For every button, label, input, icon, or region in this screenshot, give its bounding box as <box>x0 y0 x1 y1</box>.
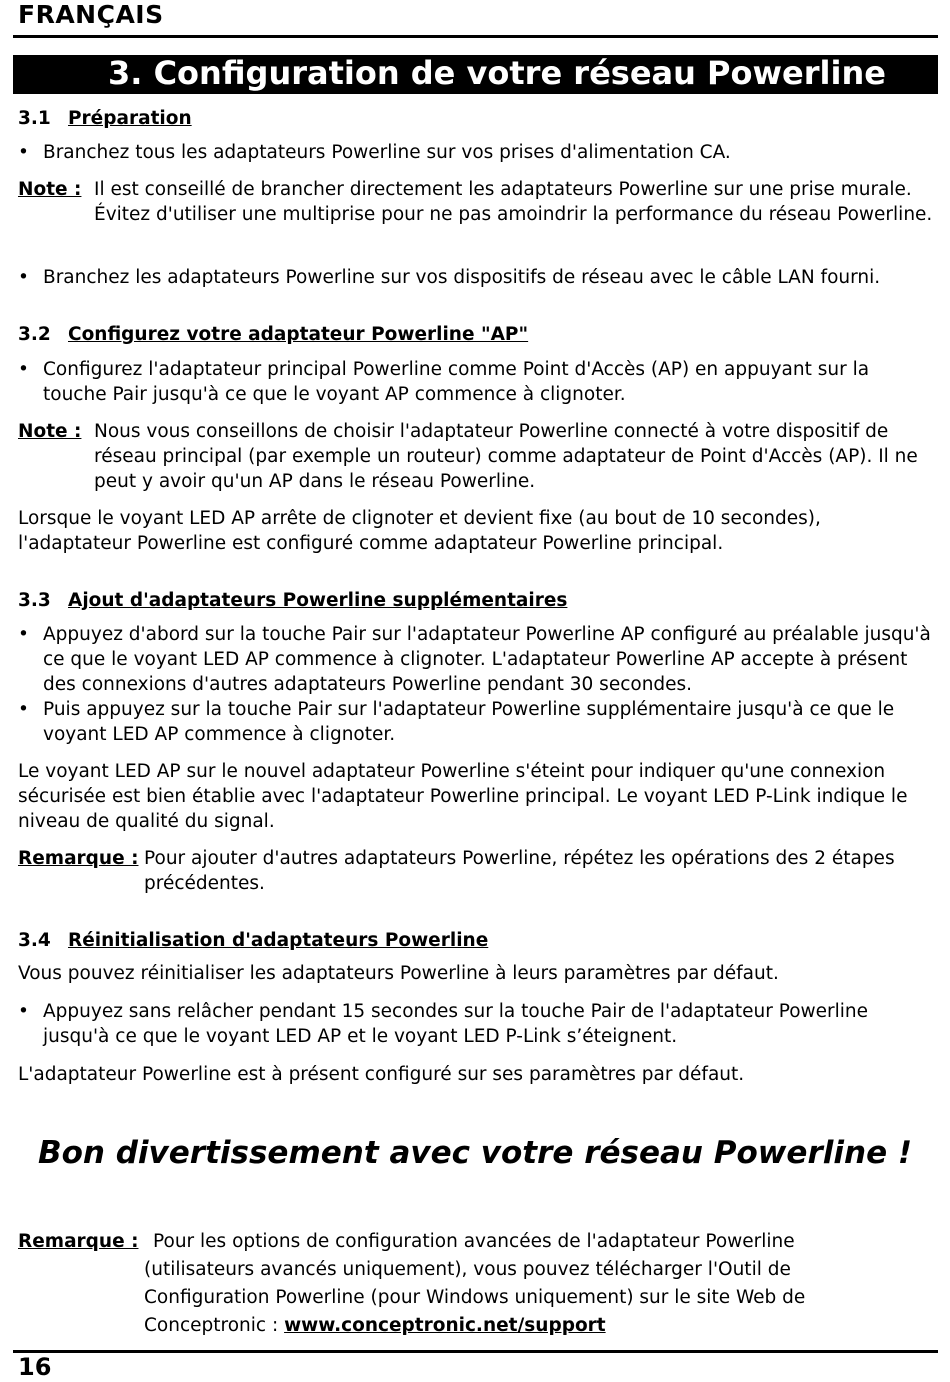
note-block <box>18 177 938 227</box>
section-title: Préparation <box>68 108 192 129</box>
header-rule <box>13 35 938 38</box>
note-text: Nous vous conseillons de choisir l'adaptateur Powerline connecté à votre dispositif de réseau principal (par exemple un routeur) comme adaptateur de Point d'Accès (AP). Il ne peut y avoir qu'un AP dans le réseau Powerline. <box>94 421 918 492</box>
remark-text: Pour ajouter d'autres adaptateurs Powerline, répétez les opérations des 2 étapes précédentes. <box>144 848 895 894</box>
bullet-text: Puis appuyez sur la touche Pair sur l'adaptateur Powerline supplémentaire jusqu'à ce que le voyant LED AP commence à clignoter. <box>43 699 895 745</box>
bullet-item <box>18 140 933 165</box>
paragraph: Vous pouvez réinitialiser les adaptateurs Powerline à leurs paramètres par défaut. <box>18 963 779 984</box>
bullet-item <box>18 622 933 697</box>
section-heading-3-3 <box>18 588 938 613</box>
page-number: 16 <box>18 1353 52 1381</box>
chapter-title: 3. Configuration de votre réseau Powerline <box>108 54 886 92</box>
note-block <box>18 419 938 494</box>
section-title: Configurez votre adaptateur Powerline "AP" <box>68 324 529 345</box>
bullet-text: Branchez tous les adaptateurs Powerline sur vos prises d'alimentation CA. <box>43 142 731 163</box>
section-heading-3-2 <box>18 322 938 347</box>
footer-remark <box>18 1228 938 1340</box>
remark-line-last <box>144 1312 938 1340</box>
bullet-glyph: • <box>18 699 29 720</box>
bullet-glyph: • <box>18 1001 29 1022</box>
bullet-text: Branchez les adaptateurs Powerline sur vos dispositifs de réseau avec le câble LAN fourni. <box>43 267 881 288</box>
note-label: Note : <box>18 421 82 442</box>
bullet-glyph: • <box>18 359 29 380</box>
section-number: 3.3 <box>18 590 51 611</box>
paragraph: Le voyant LED AP sur le nouvel adaptateur Powerline s'éteint pour indiquer qu'une connexion sécurisée est bien établie avec l'adaptateur Powerline principal. Le voyant LED P-Link indique le niveau de qualité du signal. <box>18 761 908 832</box>
remark-line: Configuration Powerline (pour Windows uniquement) sur le site Web de <box>144 1287 806 1308</box>
note-text: Il est conseillé de brancher directement les adaptateurs Powerline sur une prise murale. Évitez d'utiliser une multiprise pour ne pas amoindrir la performance du réseau Powerline. <box>94 179 933 225</box>
section-title: Ajout d'adaptateurs Powerline supplémentaires <box>68 590 568 611</box>
remark-line: (utilisateurs avancés uniquement), vous pouvez télécharger l'Outil de <box>144 1259 791 1280</box>
section-heading-3-1 <box>18 106 938 131</box>
paragraph: Lorsque le voyant LED AP arrête de clignoter et devient fixe (au bout de 10 secondes), l'adaptateur Powerline est configuré comme adaptateur Powerline principal. <box>18 508 821 554</box>
bullet-text: Appuyez d'abord sur la touche Pair sur l'adaptateur Powerline AP configuré au préalable jusqu'à ce que le voyant LED AP commence à clignoter. L'adaptateur Powerline AP accepte à présent des connexions d'autres adaptateurs Powerline pendant 30 secondes. <box>43 624 931 695</box>
language-label: FRANÇAIS <box>18 0 164 29</box>
closing-slogan: Bon divertissement avec votre réseau Powerline ! <box>37 1135 913 1171</box>
section-title: Réinitialisation d'adaptateurs Powerline <box>68 930 489 951</box>
bullet-text: Appuyez sans relâcher pendant 15 secondes sur la touche Pair de l'adaptateur Powerline jusqu'à ce que le voyant LED AP et le voyant LED P-Link s’éteignent. <box>43 1001 869 1047</box>
note-label: Note : <box>18 179 82 200</box>
bullet-glyph: • <box>18 142 29 163</box>
bullet-text: Configurez l'adaptateur principal Powerline comme Point d'Accès (AP) en appuyant sur la touche Pair jusqu'à ce que le voyant AP commence à clignoter. <box>43 359 870 405</box>
remark-block <box>18 846 938 896</box>
bullet-item <box>18 357 933 407</box>
bullet-item <box>18 265 933 290</box>
remark-label: Remarque : <box>18 848 139 869</box>
support-link[interactable]: www.conceptronic.net/support <box>284 1315 606 1336</box>
paragraph: L'adaptateur Powerline est à présent configuré sur ses paramètres par défaut. <box>18 1064 745 1085</box>
section-number: 3.2 <box>18 324 51 345</box>
bullet-glyph: • <box>18 624 29 645</box>
footer-rule <box>13 1350 938 1353</box>
remark-line-prefix: Conceptronic : <box>144 1315 285 1336</box>
chapter-banner <box>13 55 938 94</box>
bullet-item <box>18 999 933 1049</box>
section-number: 3.4 <box>18 930 51 951</box>
remark-label: Remarque : <box>18 1231 139 1252</box>
section-number: 3.1 <box>18 108 51 129</box>
remark-line: Pour les options de configuration avancées de l'adaptateur Powerline <box>153 1231 795 1252</box>
bullet-item <box>18 697 933 747</box>
section-heading-3-4 <box>18 928 938 953</box>
bullet-glyph: • <box>18 267 29 288</box>
